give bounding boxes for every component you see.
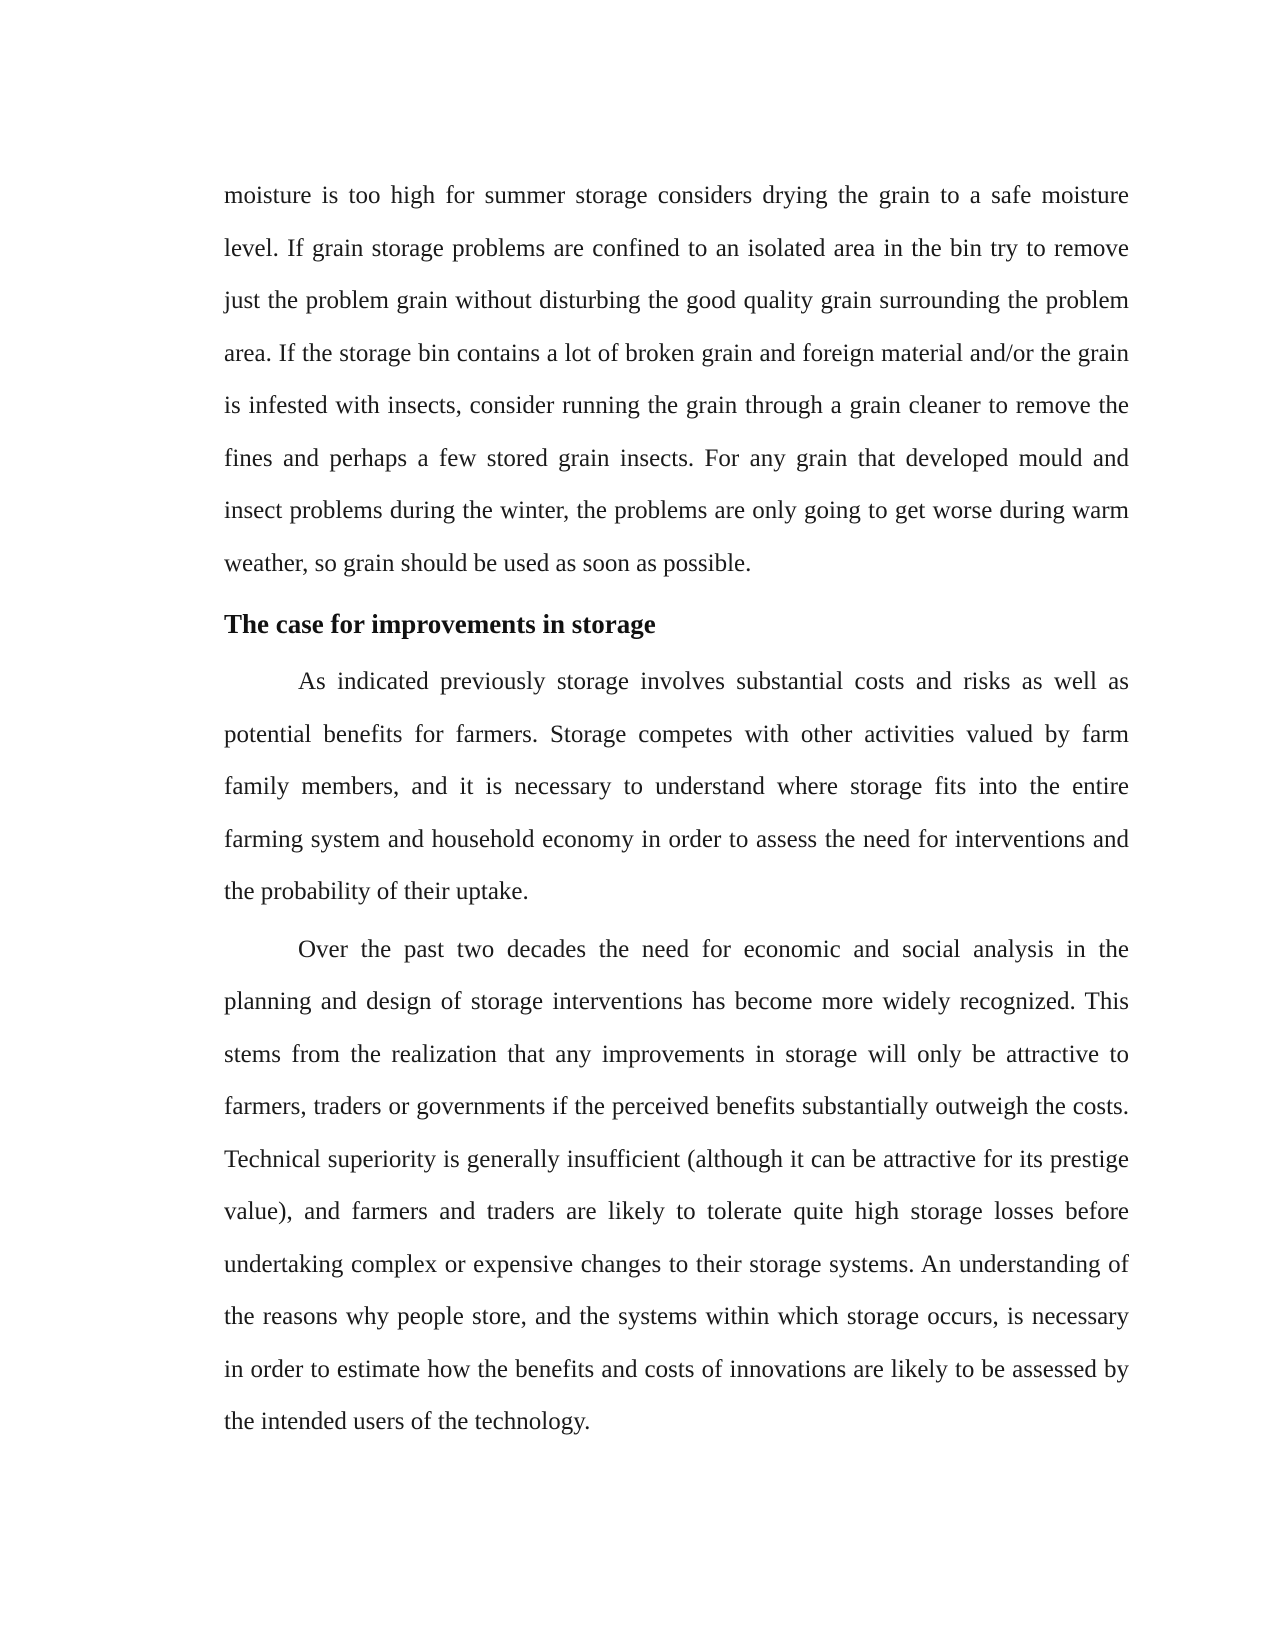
document-page — [224, 170, 1129, 1449]
body-paragraph-economic-analysis: Over the past two decades the need for economic and social analysis in the planning and design of storage interventions has become more widely recognized. This stems from the realization that any improvements in storage will only be attractive to farmers, traders or governments if the perceived benefits substantially outweigh the costs. Technical superiority is generally insufficient (although it can be attractive for its prestige value), and farmers and traders are likely to tolerate quite high storage losses before undertaking complex or expensive changes to their storage systems. An understanding of the reasons why people store, and the systems within which storage occurs, is necessary in order to estimate how the benefits and costs of innovations are likely to be assessed by the intended users of the technology. — [224, 935, 1129, 1435]
body-paragraph-continuation: moisture is too high for summer storage considers drying the grain to a safe moisture level. If grain storage problems are confined to an isolated area in the bin try to remove just the problem grain without disturbing the good quality grain surrounding the problem area. If the storage bin contains a lot of broken grain and foreign material and/or the grain is infested with insects, consider running the grain through a grain cleaner to remove the fines and perhaps a few stored grain insects. For any grain that developed mould and insect problems during the winter, the problems are only going to get worse during warm weather, so grain should be used as soon as possible. — [224, 182, 1129, 577]
section-heading: The case for improvements in storage — [224, 609, 656, 639]
body-paragraph-storage-costs: As indicated previously storage involves substantial costs and risks as well as potential benefits for farmers. Storage competes with other activities valued by farm family members, and it is necessary to understand where storage fits into the entire farming system and household economy in order to assess the need for interventions and the probability of their uptake. — [224, 668, 1129, 905]
